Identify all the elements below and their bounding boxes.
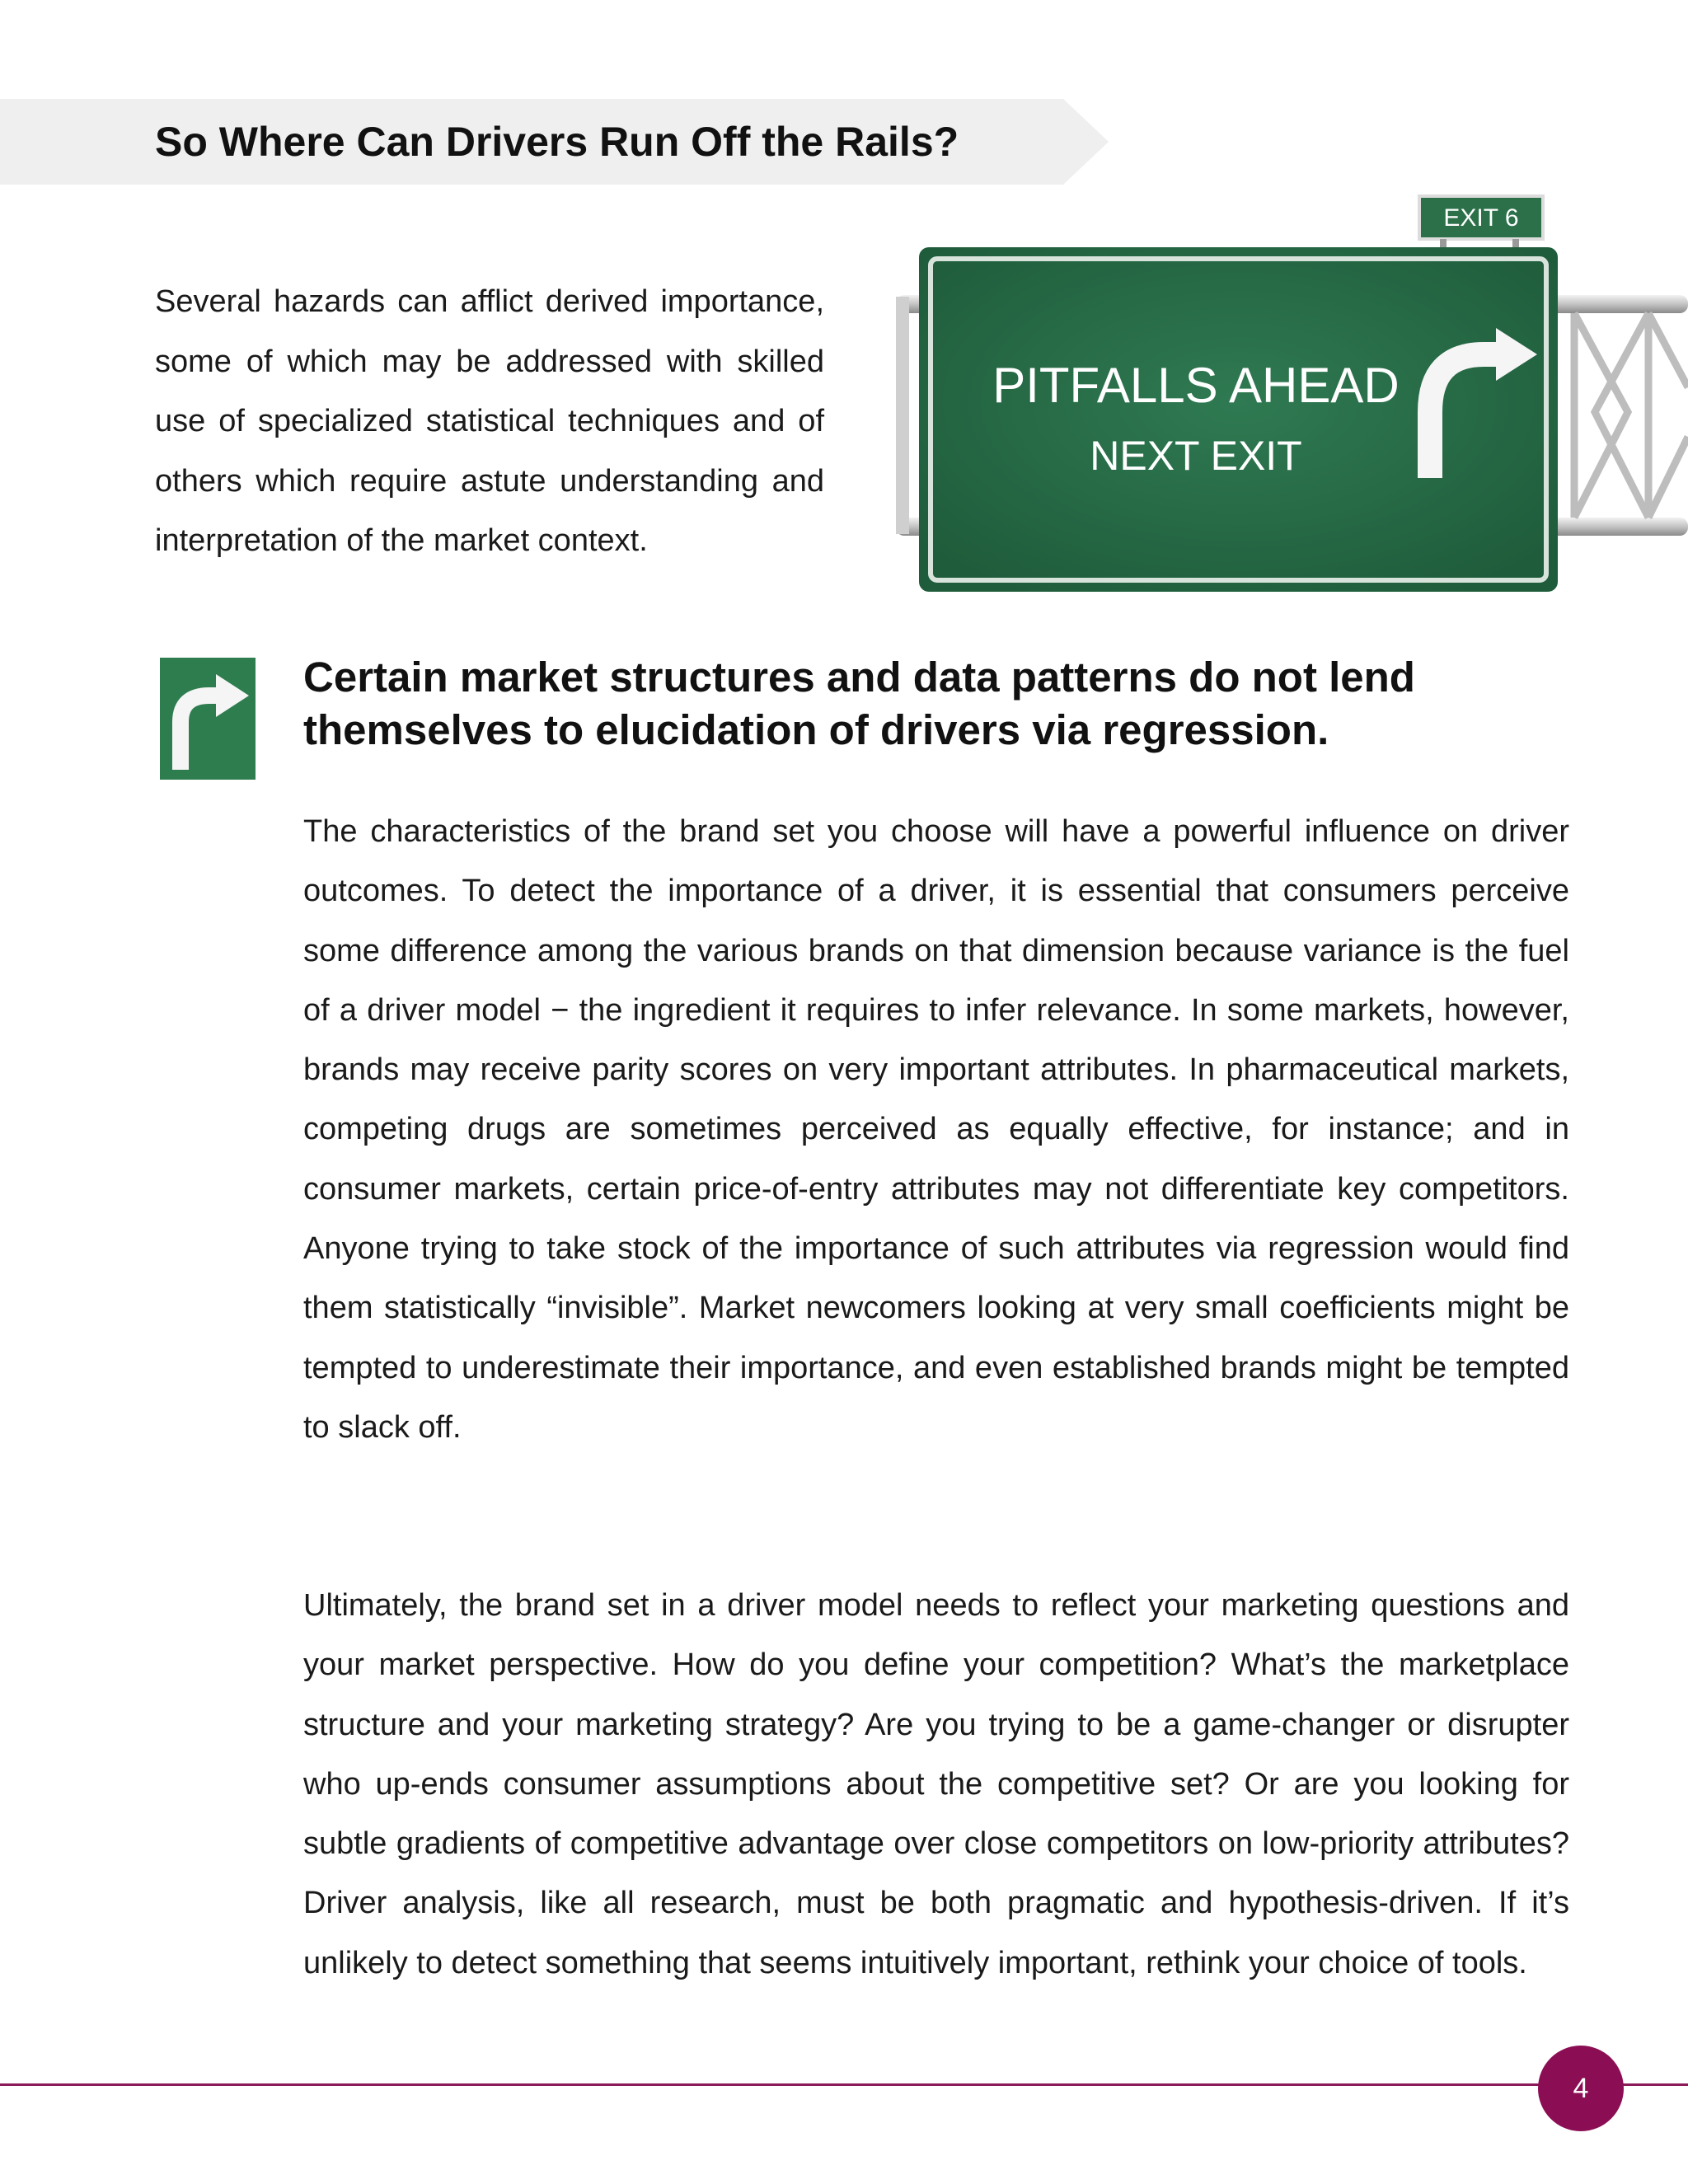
sign-panel <box>919 247 1558 592</box>
arrow-turn-right-icon <box>160 658 256 780</box>
page-title: So Where Can Drivers Run Off the Rails? <box>155 119 959 165</box>
footer-rule <box>0 2083 1688 2086</box>
highway-sign-illustration <box>886 190 1688 593</box>
sign-line2: NEXT EXIT <box>1090 433 1302 479</box>
body-paragraph: Ultimately, the brand set in a driver model needs to reflect your marketing questions and your market perspective. How do you define your competition? What’s the marketplace structure and your marketing strategy? Are you trying to be a game-changer or disrupter who up-ends consumer assumptions about the competitive set? Or are you looking for subtle gradients of competitive advantage over close competitors on low-priority attributes? Driver analysis, like all research, must be both pragmatic and hypothesis-driven. If it’s unlikely to detect something that seems intuitively important, rethink your choice of tools. <box>303 1588 1569 1980</box>
gantry-truss <box>1574 313 1688 518</box>
intro-paragraph: Several hazards can afflict derived importance, some of which may be addressed with skilled use of specialized statistical techniques and of others which require astute understanding and interpretation of the market context. <box>155 284 824 558</box>
exit-label: EXIT 6 <box>1443 204 1519 232</box>
section-heading: Certain market structures and data patterns do not lend themselves to elucidation of drivers via regression. <box>303 654 1415 753</box>
body-paragraph: The characteristics of the brand set you choose will have a powerful influence on driver outcomes. To detect the importance of a driver, it is essential that consumers perceive some difference among the various brands on that dimension because variance is the fuel of a driver model − the ingredient it requires to infer relevance. In some markets, however, brands may receive parity scores on very important attributes. In pharmaceutical markets, competing drugs are sometimes perceived as equally effective, for instance; and in consumer markets, certain price-of-entry attributes may not differentiate key competitors. Anyone trying to take stock of the importance of such attributes via regression would find them statistically “invisible”. Market newcomers looking at very small coefficients might be tempted to underestimate their importance, and even established brands might be tempted to slack off. <box>303 814 1569 1445</box>
page-number: 4 <box>1538 2046 1624 2131</box>
sign-line1: PITFALLS AHEAD <box>992 358 1400 413</box>
